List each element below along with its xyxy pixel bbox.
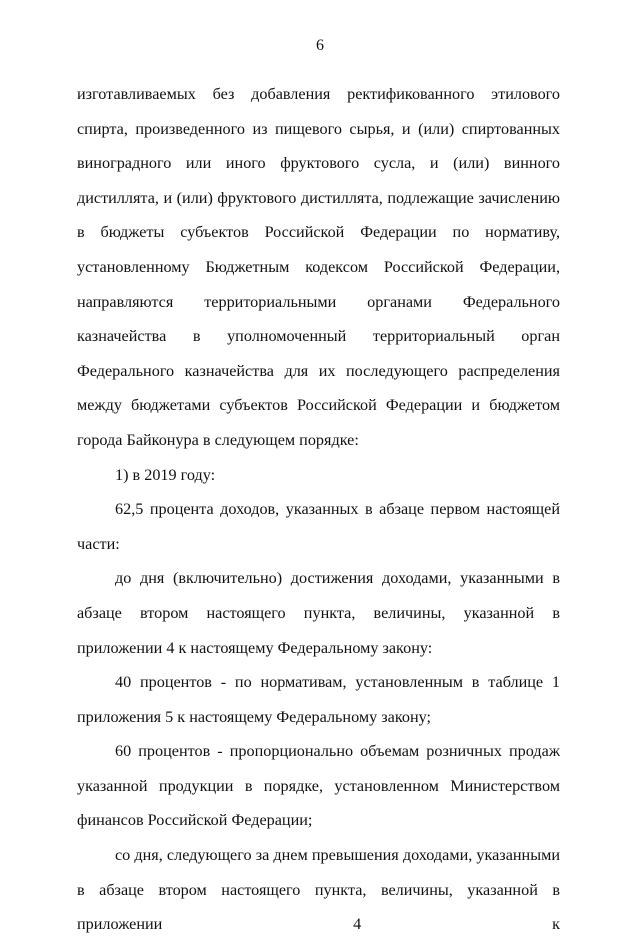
paragraph-60-percent: 60 процентов - пропорционально объемам розничных продаж указанной продукции в порядке, установленном Министерством финансов Российской Федерации; <box>77 742 560 830</box>
page-number: 6 <box>316 37 324 54</box>
paragraph-item-2019: 1) в 2019 году: <box>115 465 216 484</box>
paragraph-continuation: изготавливаемых без добавления ректификованного этилового спирта, произведенного из пищевого сырья, и (или) спиртованных виноградного или иного фруктового сусла, и (или) винного дистиллята, и (или) фруктового дистиллята, подлежащие зачислению в бюджеты субъектов Российской Федерации по нормативу, установленному Бюджетным кодексом Российской Федерации, направляются территориальными органами Федерального казначейства в уполномоченный территориальный орган Федерального казначейства для их последующего распределения между бюджетами субъектов Российской Федерации и бюджетом города Байконура в следующем порядке: <box>77 85 560 449</box>
document-body <box>77 77 560 942</box>
paragraph-until-threshold: до дня (включительно) достижения доходами, указанными в абзаце втором настоящего пункта, величины, указанной в приложении 4 к настоящему Федеральному закону: <box>77 569 560 657</box>
paragraph-after-threshold: со дня, следующего за днем превышения доходами, указанными в абзаце втором настоящего пункта, величины, указанной в приложении 4 к <box>77 846 560 934</box>
paragraph-percent-share: 62,5 процента доходов, указанных в абзаце первом настоящей части: <box>77 500 560 553</box>
paragraph-40-percent: 40 процентов - по нормативам, установленным в таблице 1 приложения 5 к настоящему Федеральному закону; <box>77 673 560 726</box>
